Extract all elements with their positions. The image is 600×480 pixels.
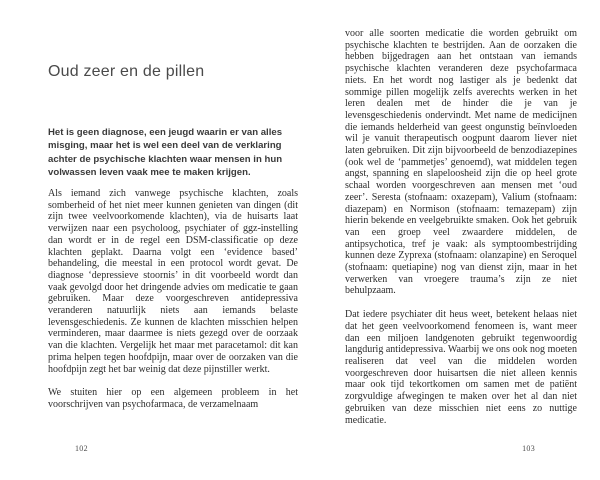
- paragraph: We stuiten hier op een algemeen probleem in het voorschrijven van psychofarmaca, de verzamelnaam: [48, 387, 298, 410]
- page-number-left: 102: [75, 444, 88, 453]
- page-number-right: 103: [522, 444, 535, 453]
- chapter-intro: Het is geen diagnose, een jeugd waarin er van alles misging, maar het is wel een deel van de verklaring achter de psychische klachten waar mensen in hun volwassen leven vaak mee te maken krijgen.: [48, 127, 283, 178]
- chapter-title: Oud zeer en de pillen: [48, 63, 205, 80]
- paragraph: Als iemand zich vanwege psychische klachten, zoals somberheid of het niet meer kunnen genieten van dingen (dit zijn twee veelvoorkomende klachten), via de huisarts laat verwijzen naar een psycholoog, psychiater of ggz-instelling dan wordt er in de regel een DSM-classificatie op deze klachten geplakt. Daarna volgt een ‘evidence based’ behandeling, die meestal in een protocol wordt gevat. De diagnose ‘depressieve stoornis’ in dit voorbeeld wordt dan vaak gevolgd door het dringende advies om medicatie te gaan gebruiken. Maar deze voorgeschreven antidepressiva veranderen natuurlijk niets aan iemands belaste levensgeschiedenis. Ze kunnen de klachten misschien helpen verminderen, maar daarmee is niets gezegd over de oorzaak van die klachten. Vergelijk het maar met paracetamol: dit kan prima helpen tegen hoofdpijn, maar over de oorzaken van die hoofdpijn zegt het bar weinig dat deze pijnstiller werkt.: [48, 188, 298, 375]
- body-text-right: [345, 28, 577, 426]
- page-right: [345, 0, 577, 480]
- paragraph: voor alle soorten medicatie die worden gebruikt om psychische klachten te bestrijden. Aan de oorzaken die hebben bijgedragen aan het ontstaan van iemands psychische klachten veranderen deze psychofarmaca niets. En het wordt nog lastiger als je bedenkt dat sommige pillen mogelijk zelfs averechts werken in het leren dealen met de hinder die je van je levensgeschiedenis ondervindt. Met name de medicijnen die iemands helderheid van geest ongunstig beïnvloeden wil je vanuit therapeutisch oogpunt daarom liever niet laten gebruiken. Dit zijn bijvoorbeeld de benzodiazepines (ook wel de ‘pammetjes’ genoemd), wat middelen tegen angst, spanning en slapeloosheid zijn die op heel grote schaal worden voorgeschreven aan mensen met ‘oud zeer’. Seresta (stofnaam: oxazepam), Valium (stofnaam: diazepam) en Normison (stofnaam: temazepam) zijn hierin bekende en veelgebruikte smaken. Ook het gebruik van een groep veel zwaardere middelen, de antipsychotica, tref je vaak: als symptoombestrijding kunnen deze Zyprexa (stofnaam: olanzapine) en Seroquel (stofnaam: quetiapine) nog van dienst zijn, maar in het verwerken van vroegere trauma’s zijn ze niet behulpzaam.: [345, 28, 577, 297]
- page-left: [48, 0, 298, 480]
- paragraph: Dat iedere psychiater dit heus weet, betekent helaas niet dat het geen veelvoorkomend fenomeen is, want meer dan een miljoen landgenoten gebruikt tegenwoordig langdurig antidepressiva. Waarbij we ons ook nog moeten realiseren dat veel van die middelen worden voorgeschreven door huisartsen die niet alleen kennis maar ook tijd tekortkomen om samen met de patiënt zorgvuldige afwegingen te maken over het al dan niet gebruiken van deze misschien niet eens zo nuttige medicatie.: [345, 309, 577, 426]
- body-text-left: [48, 188, 298, 411]
